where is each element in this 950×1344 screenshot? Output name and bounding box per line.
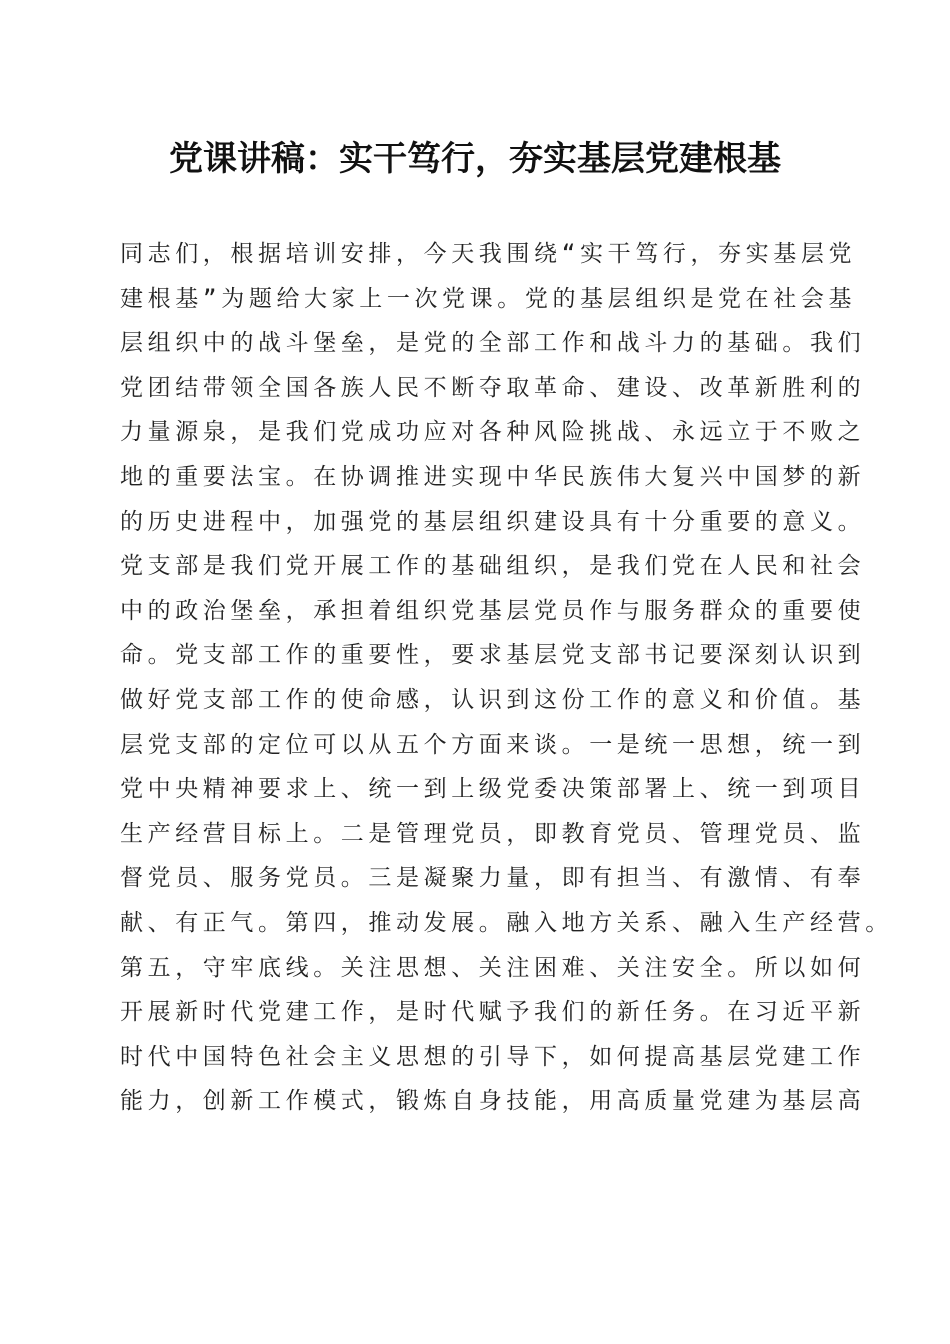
body-line: 献、有正气。第四，推动发展。融入地方关系、融入生产经营。 xyxy=(120,909,893,936)
body-line: 第五，守牢底线。关注思想、关注困难、关注安全。所以如何 xyxy=(120,954,866,981)
body-line: 层组织中的战斗堡垒，是党的全部工作和战斗力的基础。我们 xyxy=(120,330,866,357)
body-line: 开展新时代党建工作，是时代赋予我们的新任务。在习近平新 xyxy=(120,999,866,1026)
body-line: 党团结带领全国各族人民不断夺取革命、建设、改革新胜利的 xyxy=(120,374,866,401)
document-body xyxy=(120,232,893,1124)
body-line: 督党员、服务党员。三是凝聚力量，即有担当、有激情、有奉 xyxy=(120,865,866,892)
body-line: 力量源泉，是我们党成功应对各种风险挑战、永远立于不败之 xyxy=(120,419,866,446)
body-line: 建根基”为题给大家上一次党课。党的基层组织是党在社会基 xyxy=(120,285,857,312)
body-line: 党支部是我们党开展工作的基础组织，是我们党在人民和社会 xyxy=(120,553,866,580)
body-line: 地的重要法宝。在协调推进实现中华民族伟大复兴中国梦的新 xyxy=(120,463,866,490)
body-line: 能力，创新工作模式，锻炼自身技能，用高质量党建为基层高 xyxy=(120,1088,866,1115)
body-line: 的历史进程中，加强党的基层组织建设具有十分重要的意义。 xyxy=(120,508,866,535)
body-line: 生产经营目标上。二是管理党员，即教育党员、管理党员、监 xyxy=(120,820,866,847)
body-line: 党中央精神要求上、统一到上级党委决策部署上、统一到项目 xyxy=(120,776,866,803)
body-line: 层党支部的定位可以从五个方面来谈。一是统一思想，统一到 xyxy=(120,731,866,758)
body-line: 同志们，根据培训安排，今天我围绕“实干笃行，夯实基层党 xyxy=(120,241,857,267)
document-title: 党课讲稿：实干笃行，夯实基层党建根基 xyxy=(169,139,781,179)
body-line: 时代中国特色社会主义思想的引导下，如何提高基层党建工作 xyxy=(120,1043,866,1070)
body-line: 做好党支部工作的使命感，认识到这份工作的意义和价值。基 xyxy=(120,686,866,713)
body-line: 命。党支部工作的重要性，要求基层党支部书记要深刻认识到 xyxy=(120,642,866,669)
body-line: 中的政治堡垒，承担着组织党基层党员作与服务群众的重要使 xyxy=(120,597,866,624)
